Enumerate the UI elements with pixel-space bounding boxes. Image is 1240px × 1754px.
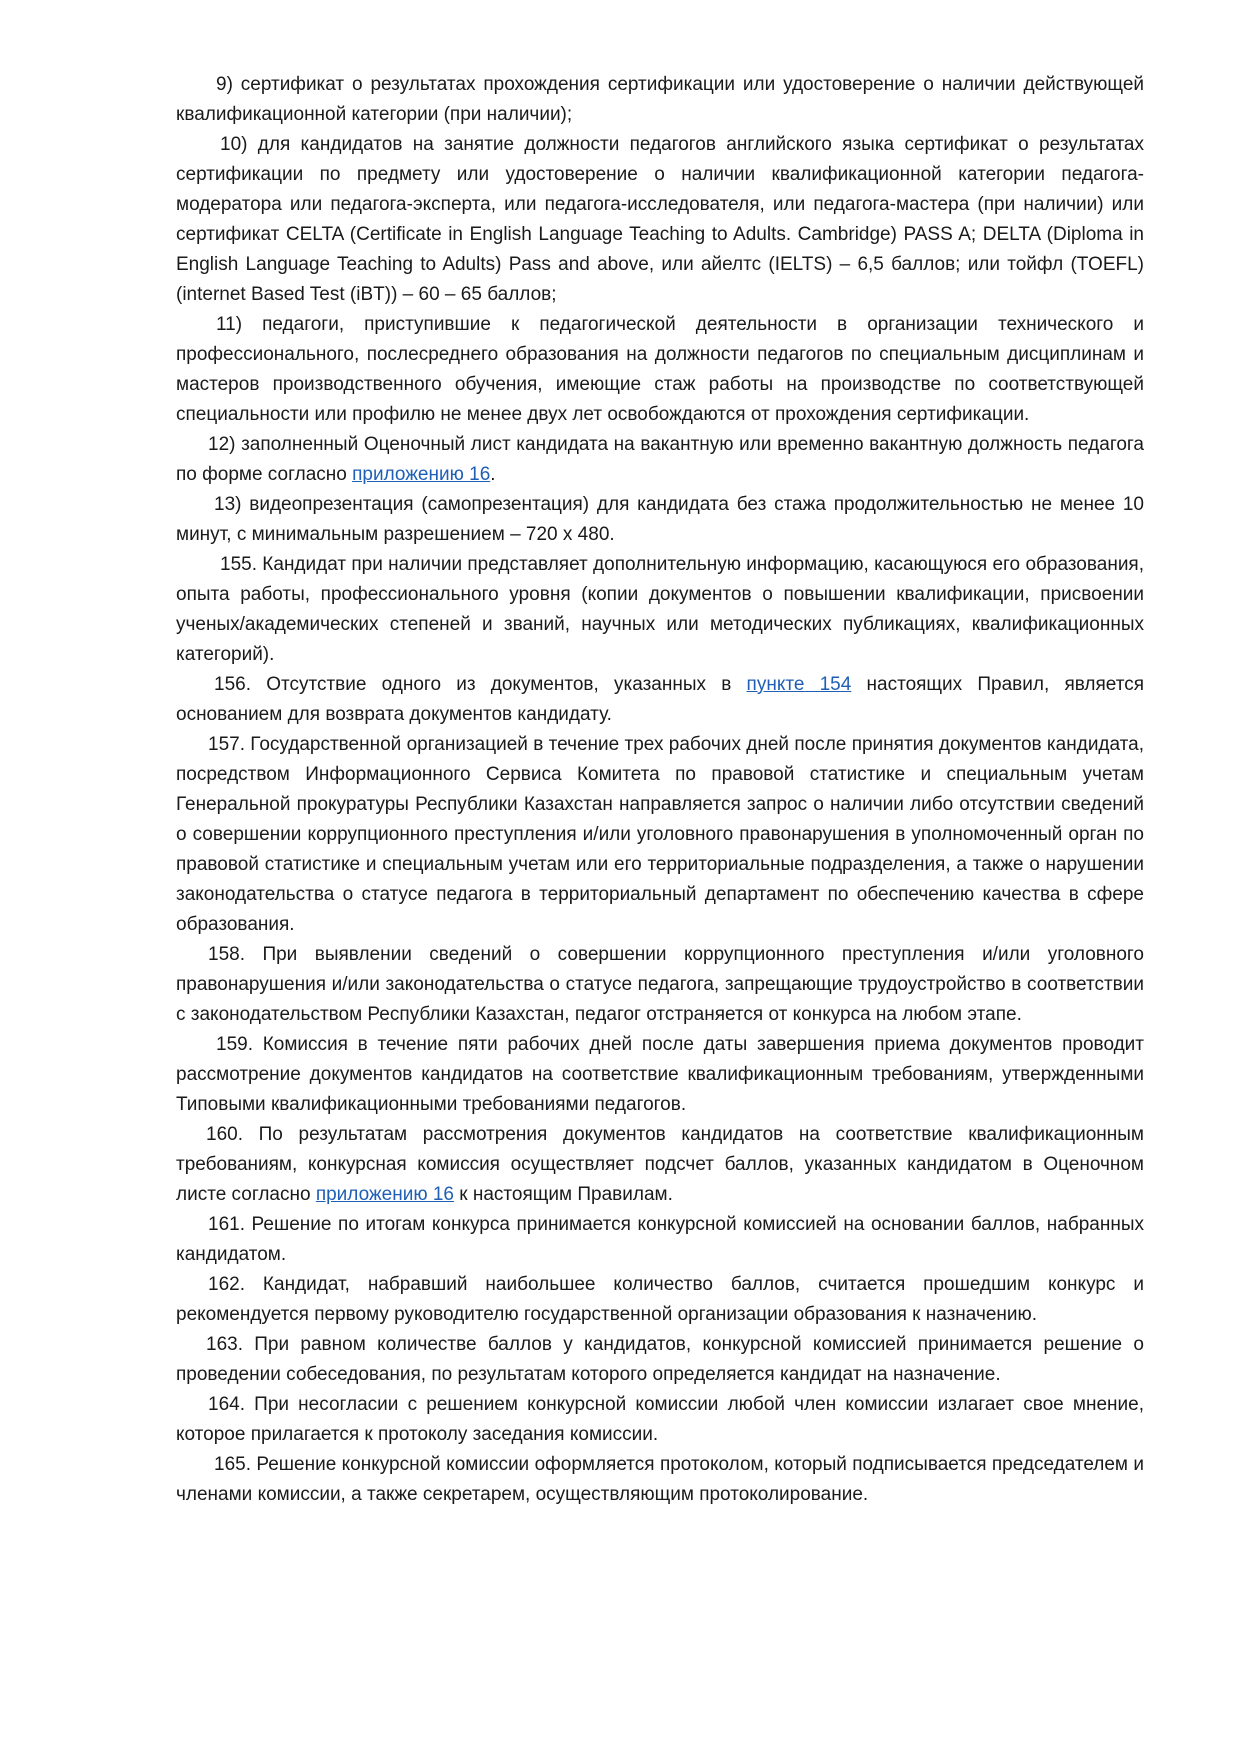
paragraph-156-end: настоящих Правил, является основанием для возврата документов кандидату.: [176, 674, 1144, 725]
paragraph-155: 155. Кандидат при наличии представляет дополнительную информацию, касающуюся его образования, опыта работы, профессионального уровня (копии документов о повышении квалификации, присвоении ученых/академических степеней и званий, научных или методических публикациях, квалификационных категорий).: [176, 554, 1144, 665]
paragraph-160-text: 160. По результатам рассмотрения документов кандидатов на соответствие квалификационным требованиям, конкурсная комиссия осуществляет подсчет баллов, указанных кандидатом в Оценочном листе согласно: [176, 1124, 1144, 1205]
clause-154-link[interactable]: пункте 154: [746, 674, 852, 695]
paragraph-item-13: 13) видеопрезентация (самопрезентация) для кандидата без стажа продолжительностью не менее 10 минут, с минимальным разрешением – 720 х 480.: [176, 494, 1144, 545]
paragraph-160: [176, 1120, 1144, 1210]
paragraph-162: 162. Кандидат, набравший наибольшее количество баллов, считается прошедшим конкурс и рекомендуется первому руководителю государственной организации образования к назначению.: [176, 1274, 1144, 1325]
paragraph-item-12: [176, 430, 1144, 490]
paragraph-158: 158. При выявлении сведений о совершении коррупционного преступления и/или уголовного правонарушения и/или законодательства о статусе педагога, запрещающие трудоустройство в соответствии с законодательством Республики Казахстан, педагог отстраняется от конкурса на любом этапе.: [176, 944, 1144, 1025]
paragraph-156-text: 156. Отсутствие одного из документов, указанных в: [214, 674, 747, 695]
paragraph-163: 163. При равном количестве баллов у кандидатов, конкурсной комиссией принимается решение о проведении собеседования, по результатам которого определяется кандидат на назначение.: [176, 1334, 1144, 1385]
paragraph-157: 157. Государственной организацией в течение трех рабочих дней после принятия документов кандидата, посредством Информационного Сервиса Комитета по правовой статистике и специальным учетам Генеральной прокуратуры Республики Казахстан направляется запрос о наличии либо отсутствии сведений о совершении коррупционного преступления и/или уголовного правонарушения в уполномоченный орган по правовой статистике и специальным учетам или его территориальные подразделения, а также о нарушении законодательства о статусе педагога в территориальный департамент по обеспечению качества в сфере образования.: [176, 734, 1144, 935]
paragraph-item-10: 10) для кандидатов на занятие должности педагогов английского языка сертификат о результатах сертификации по предмету или удостоверение о наличии квалификационной категории педагога-модератора или педагога-эксперта, или педагога-исследователя, или педагога-мастера (при наличии) или сертификат CELTA (Certificate in English Language Teaching to Adults. Cambridge) PASS A; DELTA (Diploma in English Language Teaching to Adults) Pass and above, или айелтс (IELTS) – 6,5 баллов; или тойфл (TOEFL) (internet Based Test (iBT)) – 60 – 65 баллов;: [176, 134, 1144, 305]
paragraph-item-11: 11) педагоги, приступившие к педагогической деятельности в организации технического и профессионального, послесреднего образования на должности педагогов по специальным дисциплинам и мастеров производственного обучения, имеющие стаж работы на производстве по соответствующей специальности или профилю не менее двух лет освобождаются от прохождения сертификации.: [176, 314, 1144, 425]
paragraph-165: 165. Решение конкурсной комиссии оформляется протоколом, который подписывается председателем и членами комиссии, а также секретарем, осуществляющим протоколирование.: [176, 1454, 1144, 1505]
paragraph-159: 159. Комиссия в течение пяти рабочих дней после даты завершения приема документов проводит рассмотрение документов кандидатов на соответствие квалификационным требованиям, утвержденными Типовыми квалификационными требованиями педагогов.: [176, 1034, 1144, 1115]
appendix-16-link[interactable]: приложению 16: [352, 464, 491, 485]
paragraph-item-12-text: 12) заполненный Оценочный лист кандидата на вакантную или временно вакантную должность педагога по форме согласно: [176, 434, 1144, 485]
paragraph-160-end: к настоящим Правилам.: [454, 1184, 673, 1205]
paragraph-item-12-end: .: [490, 464, 496, 485]
appendix-16-link-2[interactable]: приложению 16: [315, 1184, 454, 1205]
paragraph-161: 161. Решение по итогам конкурса принимается конкурсной комиссией на основании баллов, набранных кандидатом.: [176, 1214, 1144, 1265]
paragraph-156: [176, 670, 1144, 730]
document-page: [176, 70, 1144, 1510]
paragraph-item-9: 9) сертификат о результатах прохождения сертификации или удостоверение о наличии действующей квалификационной категории (при наличии);: [176, 74, 1144, 125]
paragraph-164: 164. При несогласии с решением конкурсной комиссии любой член комиссии излагает свое мнение, которое прилагается к протоколу заседания комиссии.: [176, 1394, 1144, 1445]
